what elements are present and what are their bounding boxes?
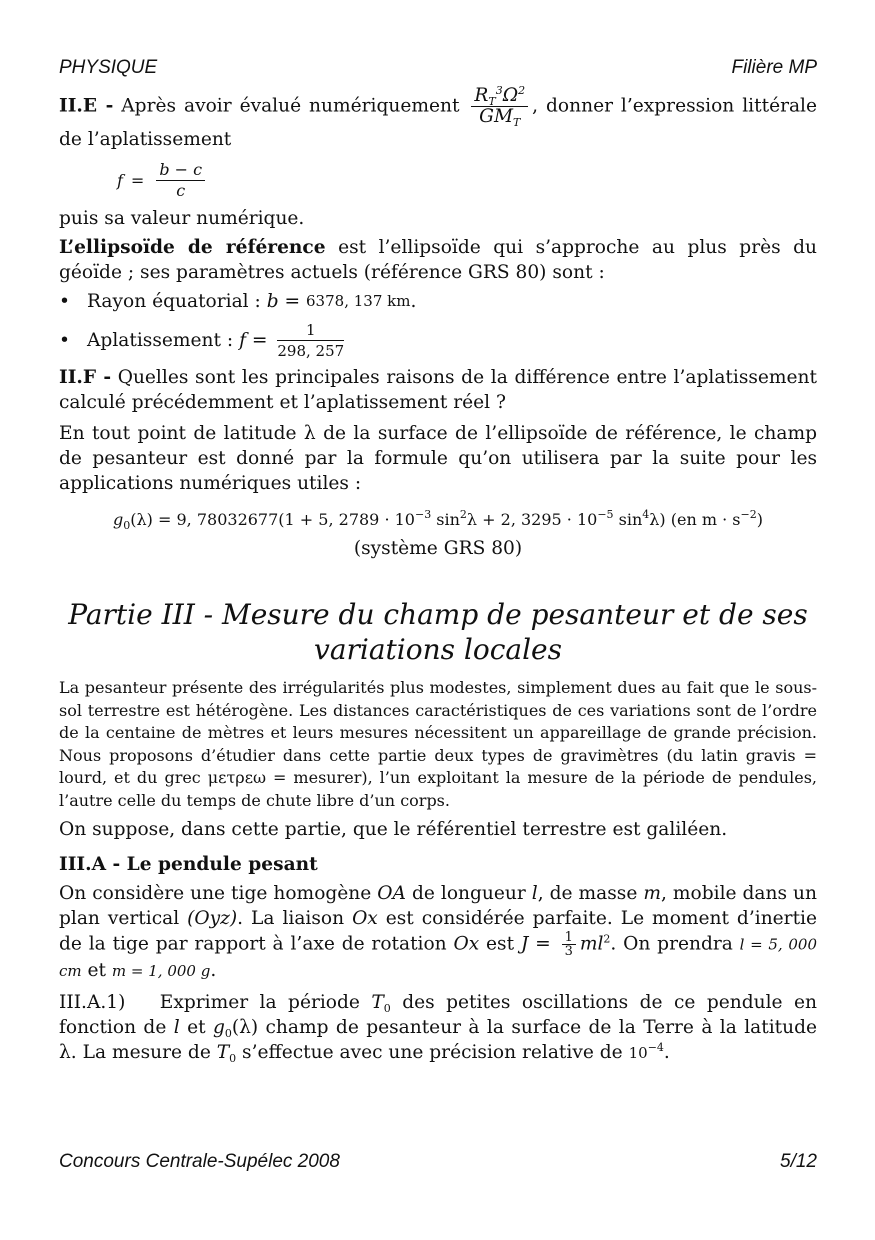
question-IIE	[59, 86, 817, 152]
ratio-fraction	[471, 86, 528, 127]
f-symbol: f	[117, 170, 123, 190]
radius-value: 6378, 137 km	[306, 292, 411, 310]
part-title	[59, 597, 817, 667]
term-bold: L’ellipsoïde de référence	[59, 237, 326, 258]
inertia-fraction: $\frac{1}{3}$	[562, 931, 576, 958]
bullet-dot: •	[59, 291, 70, 312]
fraction-numerator: b − c	[156, 160, 205, 181]
flattening-equation	[117, 154, 817, 206]
text: Quelles sont les principales raisons de la différence entre l’aplatissement calculé précédemment et l’aplatissement réel ?	[59, 367, 817, 413]
greek-word: μετρεω	[207, 768, 267, 788]
fraction-numerator: $R_T^3\Omega^2$	[471, 86, 528, 107]
lambda-symbol: λ	[303, 423, 316, 444]
var-f: f	[239, 330, 246, 351]
question-label: II.F -	[59, 367, 112, 388]
fraction-denominator: 298, 257	[277, 342, 345, 360]
text: Après avoir évalué numériquement	[113, 95, 468, 117]
intro-paragraph: La pesanteur présente des irrégularités plus modestes, simplement dues au fait que le sous-sol terrestre est hétérogène. Les distances caractéristiques de ces variations sont de l’ordre de la centaine de mètres et leurs mesures nécessitent un appareillage de grande précision. Nous proposons d’étudier dans cette partie deux types de gravimètres (du latin gravis = lourd, et du grec μετρεω = mesurer), l’un exploitant la mesure de la période de pendules, l’autre celle du temps de chute libre d’un corps.	[59, 678, 817, 810]
text: .	[410, 291, 417, 312]
ellipsoid-paragraph	[59, 235, 817, 285]
flattening-value-fraction	[277, 320, 344, 361]
text: de la surface de l’ellipsoïde de référence, le champ de pesanteur est donné par la formule qu’on utilisera par la suite pour les applications numériques utiles :	[59, 423, 817, 494]
header-subject: PHYSIQUE	[59, 57, 158, 78]
equals-sign: =	[245, 330, 274, 351]
var-b: b	[266, 291, 279, 312]
header-track: Filière MP	[731, 57, 817, 78]
question-IIIA1: III.A.1) Exprimer la période $T_0$ des petites oscillations de ce pendule en fonction de l et $g_0(\lambda)$ champ de pesanteur à la surface de la Terre à la latitude λ. La mesure de $T_0$ s’effectue avec une précision relative de $10^{-4}$.	[59, 991, 818, 1065]
formula-reference: (système GRS 80)	[353, 538, 523, 559]
text: est l’ellipsoïde qui s’approche au plus près du géoïde ; ses paramètres actuels (référence GRS 80) sont :	[59, 237, 818, 283]
section-title: III.A - Le pendule pesant	[59, 853, 318, 875]
page-footer	[59, 1151, 817, 1173]
footer-exam: Concours Centrale-Supélec 2008	[59, 1151, 340, 1172]
pendulum-paragraph: On considère une tige homogène OA de longueur l, de masse m, mobile dans un plan vertical (Oyz). La liaison Ox est considérée parfaite. Le moment d’inertie de la tige par rapport à l’axe de rotation Ox est J = $\frac{1}{3}$ $ml^2$. On prendra l = 5, 000 cm et m = 1, 000 g.	[59, 882, 817, 981]
question-label: III.A.1)	[59, 991, 126, 1013]
fraction-denominator: c	[176, 180, 186, 200]
gravity-paragraph	[59, 421, 817, 496]
paragraph: puis sa valeur numérique.	[59, 208, 305, 229]
equals-sign: =	[278, 291, 307, 312]
text: En tout point de latitude	[59, 423, 304, 444]
equals-sign: =	[130, 170, 145, 190]
flattening-fraction	[156, 160, 205, 201]
intro-block	[59, 677, 817, 813]
bullet-radius	[59, 289, 817, 314]
fraction-numerator: 1	[277, 320, 344, 341]
gravity-formula: $g_0(\lambda) = 9$, 78032677(1 + 5, $2789 \cdot 10^{-3}$ $\sin^2\lambda + 2$, $3295 \cdot 10^{-5}$ $\sin^4\lambda$) (en $m \cdot s^{-2}$)	[113, 508, 763, 532]
question-IIF	[59, 365, 817, 415]
bullet-label: Aplatissement :	[87, 330, 234, 351]
bullet-dot: •	[59, 330, 70, 351]
bullet-flattening	[59, 320, 817, 361]
fraction-denominator: $GM_T$	[479, 106, 521, 129]
paragraph: On suppose, dans cette partie, que le référentiel terrestre est galiléen.	[59, 818, 728, 840]
question-label: II.E -	[59, 95, 114, 117]
page-header	[59, 57, 817, 79]
document-body	[59, 86, 817, 1066]
page-number: 5/12	[780, 1151, 817, 1172]
part-title-line: Partie III - Mesure du champ de pesanteur et de ses	[68, 598, 808, 631]
text: , donner l’expression littérale de l’aplatissement	[59, 95, 817, 150]
bullet-label: Rayon équatorial :	[87, 291, 261, 312]
part-title-line: variations locales	[314, 633, 562, 666]
